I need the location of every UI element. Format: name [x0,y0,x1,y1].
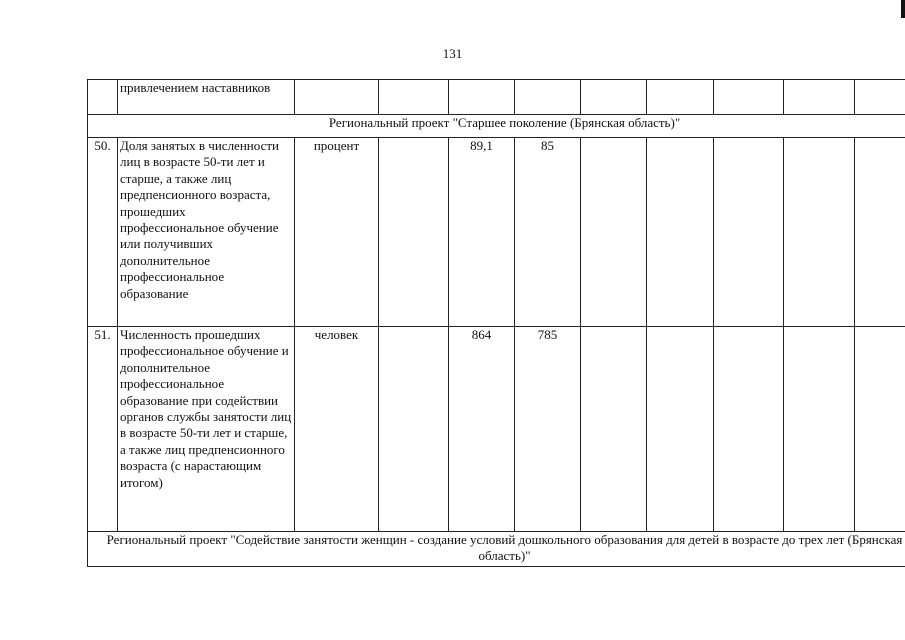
section-row [88,532,905,567]
cell [647,80,714,115]
row-number: 50. [88,138,118,327]
section-row [88,115,905,138]
row-value: 85 [515,138,581,327]
row-number: 51. [88,327,118,532]
cell [855,80,905,115]
page-number: 131 [442,46,463,61]
cell [784,138,855,327]
cell [855,327,905,532]
row-indicator: Численность прошедших профессиональное обучение и дополнительное профессиональное образование при содействии органов службы занятости лиц в возрасте 50-ти лет и старше, а также лиц предпенсионного возраста (с нарастающим итогом) [118,327,295,532]
cell [714,138,784,327]
cell-num [88,80,118,115]
row-indicator: Доля занятых в численности лиц в возрасте 50-ти лет и старше, а также лиц предпенсионного возраста, прошедших профессиональное обучение или получивших дополнительное профессиональное образование [118,138,295,327]
cell [449,80,515,115]
cell [784,327,855,532]
row-value: 785 [515,327,581,532]
cell [855,138,905,327]
cell [379,138,449,327]
table-row [88,80,905,115]
row-unit: процент [295,138,379,327]
table-row [88,327,905,532]
cell [647,138,714,327]
cell [647,327,714,532]
section-heading: Региональный проект "Содействие занятости женщин - создание условий дошкольного образования для детей в возрасте до трех лет (Брянская область)" [88,532,905,567]
section-heading: Региональный проект "Старшее поколение (Брянская область)" [88,115,905,138]
cell-unit [295,80,379,115]
indicators-table [87,79,905,567]
row-unit: человек [295,327,379,532]
cell [784,80,855,115]
table-row [88,138,905,327]
cell [379,327,449,532]
cell [581,138,647,327]
cell [515,80,581,115]
cell [581,80,647,115]
row-value: 864 [449,327,515,532]
cell [714,327,784,532]
cell-indicator: привлечением наставников [118,80,295,115]
scan-edge-mark [901,0,905,18]
cell [379,80,449,115]
row-value: 89,1 [449,138,515,327]
cell [581,327,647,532]
cell [714,80,784,115]
